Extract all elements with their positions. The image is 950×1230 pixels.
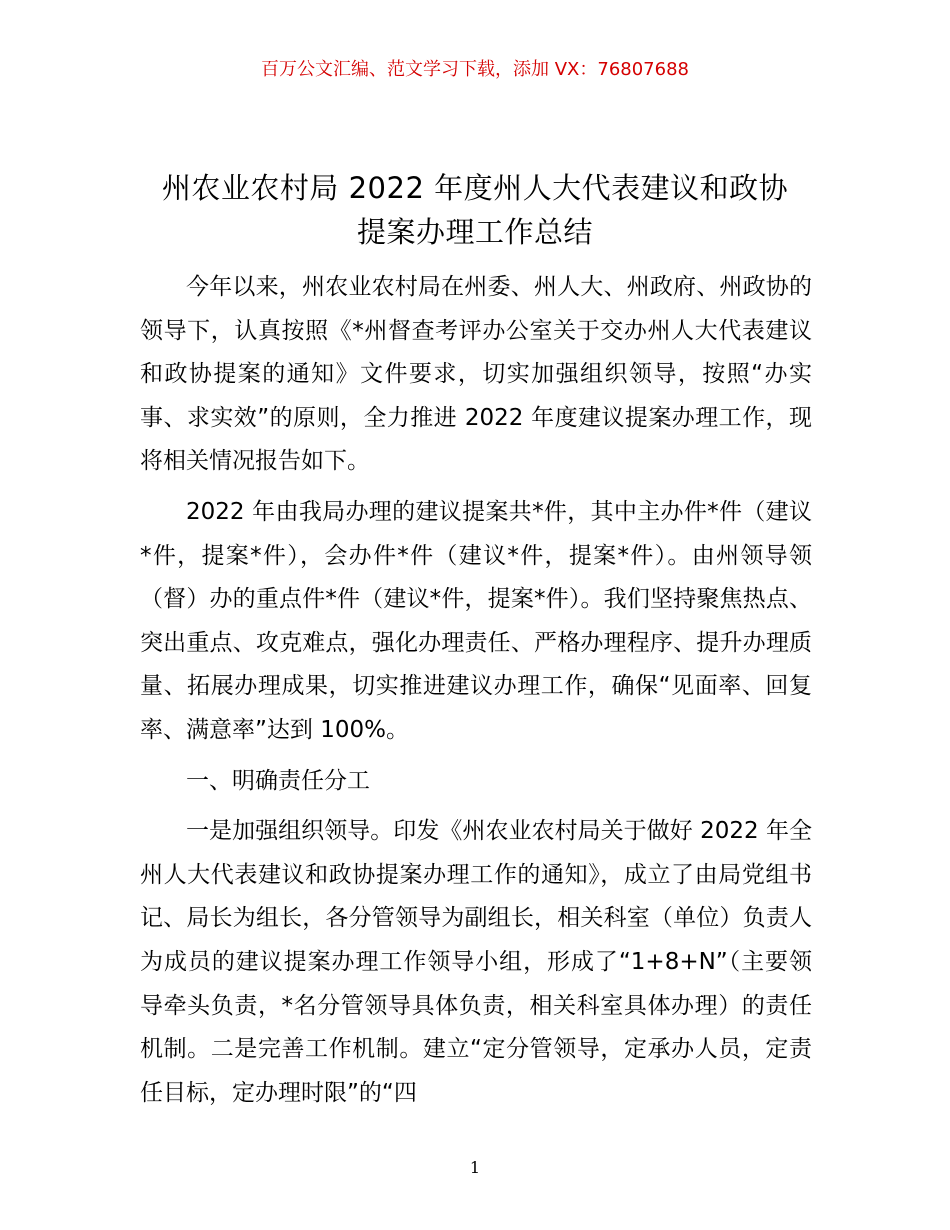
document-body [140,266,812,1122]
page-number: 1 [469,1158,481,1177]
title-line-1: 州农业农村局 2022 年度州人大代表建议和政协 [161,171,789,205]
paragraph-intro: 今年以来，州农业农村局在州委、州人大、州政府、州政协的领导下，认真按照《*州督查考评办公室关于交办州人大代表建议和政协提案的通知》文件要求，切实加强组织领导，按照“办实事、求实效”的原则，全力推进 2022 年度建议提案办理工作，现将相关情况报告如下。 [140,274,812,475]
section-heading-1: 一、明确责任分工 [186,767,370,794]
paragraph-section-1: 一是加强组织领导。印发《州农业农村局关于做好 2022 年全州人大代表建议和政协提案办理工作的通知》，成立了由局党组书记、局长为组长，各分管领导为副组长，相关科室（单位）负责人为成员的建议提案办理工作领导小组，形成了“1+8+N”（主要领导牵头负责，*名分管领导具体负责，相关科室具体办理）的责任机制。二是完善工作机制。建立“定分管领导，定承办人员，定责任目标，定办理时限”的“四 [140,818,812,1106]
title-line-2: 提案办理工作总结 [356,215,593,249]
document-title [120,166,830,254]
paragraph-overview: 2022 年由我局办理的建议提案共*件，其中主办件*件（建议*件，提案*件），会办件*件（建议*件，提案*件）。由州领导领（督）办的重点件*件（建议*件，提案*件）。我们坚持聚焦热点、突出重点、攻克难点，强化办理责任、严格办理程序、提升办理质量、拓展办理成果，切实推进建议办理工作，确保“见面率、回复率、满意率”达到 100%。 [140,498,812,743]
header-note: 百万公文汇编、范文学习下载，添加 VX：76807688 [261,59,689,80]
